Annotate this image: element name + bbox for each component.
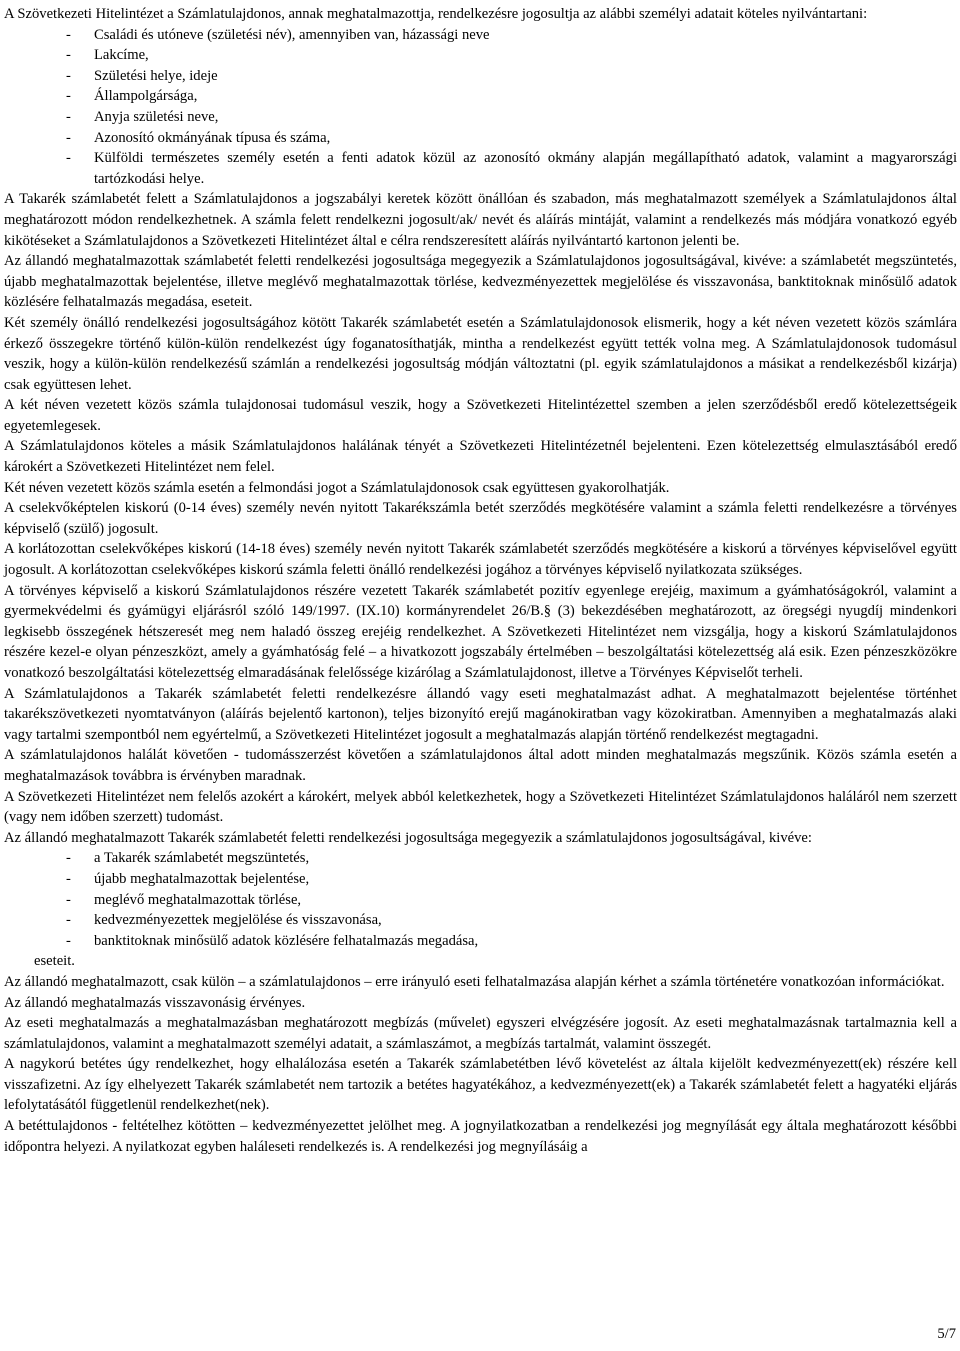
list-item-text: Anyja születési neve, [94, 108, 219, 125]
list-item-text: meglévő meghatalmazottak törlése, [94, 891, 302, 908]
body-paragraph: A Takarék számlabetét felett a Számlatulajdonos a jogszabályi keretek között önállóan és szabadon, más meghatalmazott személyek a Számlatulajdonos által meghatározott módon rendelkezhetnek. A számla felett rendelkezni jogosult/ak/ nevét és aláírás mintáját, valamint a rendelkezés más módjára vonatkozó egyéb kikötéseket a Számlatulajdonos a Szövetkezeti Hitelintézet által e célra rendszeresített aláírás nyilvántartó kartonon jelenti be. [4, 191, 957, 249]
exception-item [4, 910, 957, 931]
list-dash: - [66, 850, 71, 867]
body-paragraph: Az állandó meghatalmazott Takarék számlabetét feletti rendelkezési jogosultsága megegyezik a számlatulajdonos jogosultságával, kivéve: [4, 829, 812, 846]
list-dash: - [66, 88, 71, 105]
personal-data-item [4, 86, 957, 107]
body-paragraph: A betéttulajdonos - feltételhez kötötten – kedvezményezettet jelölhet meg. A jognyilatkozatban a rendelkezési jog megnyílását egy általa meghatározott későbbi időpontra helyezi. A nyilatkozat egyben haláleseti rendelkezés is. A rendelkezési jog megnyílásáig a [4, 1118, 957, 1155]
personal-data-item [4, 128, 957, 149]
body-paragraph: A törvényes képviselő a kiskorú Számlatulajdonos részére vezetett Takarék számlabetét pozitív egyenlege erejéig, maximum a gyámhatóságokról, valamint a gyermekvédelmi és gyámügyi eljárásról szóló 149/1997. (IX.10) kormányrendelet 26/B.§ (3) bekezdésében meghatározott, az öregségi nyugdíj mindenkori legkisebb összegének hétszeresét meg nem haladó összeg erejéig rendelkezhet. A Szövetkezeti Hitelintézet nem vizsgálja, hogy a kiskorú Számlatulajdonos részére kezel-e olyan pénzeszközt, amely a gyámhatóság felé – a hivatkozott jogszabály értelmében – beszolgáltatási kötelezettség alá esik. Ezen pénzeszközökre vonatkozó beszolgáltatási kötelezettség elmaradásának felelőssége kizárólag a Számlatulajdonost, illetve a Törvényes Képviselőt terheli. [4, 582, 957, 681]
body-paragraph: A Szövetkezeti Hitelintézet nem felelős azokért a károkért, melyek abból keletkezhetek, hogy a Szövetkezeti Hitelintézet Számlatulajdonos haláláról nem szerzett (vagy nem időben szerzett) tudomást. [4, 788, 957, 826]
list-item-text: Állampolgársága, [94, 88, 198, 105]
exception-item [4, 869, 957, 890]
list-item-text: Születési helye, ideje [94, 67, 218, 84]
list-dash: - [66, 26, 71, 43]
body-paragraph: A két néven vezetett közös számla tulajdonosai tudomásul veszik, hogy a Szövetkezeti Hitelintézettel szemben a jelen szerződésből eredő kötelezettségeik egyetemlegesek. [4, 397, 957, 434]
body-paragraph: Két személy önálló rendelkezési jogosultságához kötött Takarék számlabetét esetén a Számlatulajdonosok elismerik, hogy a két néven vezetett közös számlára érkező összegekre történő külön-külön rendelkezést úgy foganatosíthatják, mintha a rendelkezést együtt tették volna meg. A Számlatulajdonosok tudomásul veszik, hogy a külön-külön rendelkezésű számlán a rendelkezési jogosultság módján változtatni (pl. egyik számlatulajdonos a másikat a rendelkezésből kizárja) csak együttesen lehet. [4, 314, 957, 393]
body-paragraph: A cselekvőképtelen kiskorú (0-14 éves) személy nevén nyitott Takarékszámla betét szerződés megkötésére valamint a számla feletti rendelkezésre a törvényes képviselő (szülő) jogosult. [4, 500, 957, 537]
list-dash: - [66, 129, 71, 146]
list-dash: - [66, 912, 71, 929]
list-item-text: kedvezményezettek megjelölése és visszavonása, [94, 912, 382, 929]
list-dash: - [66, 47, 71, 64]
list-item-text: Lakcíme, [94, 47, 149, 64]
list-dash: - [66, 150, 71, 167]
list-dash: - [66, 932, 71, 949]
list-item-text: a Takarék számlabetét megszüntetés, [94, 850, 310, 867]
intro-paragraph: A Szövetkezeti Hitelintézet a Számlatulajdonos, annak meghatalmazottja, rendelkezésre jogosultja az alábbi személyi adatait köteles nyilvántartani: [4, 6, 868, 22]
exception-item [4, 931, 957, 952]
list-item-text: Családi és utóneve (születési név), amennyiben van, házassági neve [94, 26, 490, 43]
list-dash: - [66, 108, 71, 125]
list-dash: - [66, 891, 71, 908]
personal-data-item [4, 66, 957, 87]
body-paragraph: A korlátozottan cselekvőképes kiskorú (14-18 éves) személy nevén nyitott Takarék számlabetét szerződés megkötésére a kiskorú a törvényes képviselővel együtt jogosult. A korlátozottan cselekvőképes kiskorú számla feletti önálló rendelkezési jogához a törvényes képviselő nyilatkozata szükséges. [4, 541, 957, 579]
exception-closing: eseteit. [34, 953, 75, 970]
list-dash: - [66, 67, 71, 84]
list-dash: - [66, 870, 71, 887]
exception-item [4, 848, 957, 869]
body-paragraph: Az állandó meghatalmazott, csak külön – a számlatulajdonos – erre irányuló eseti felhatalmazása alapján kérhet a számla történetére vonatkozóan információkat. [4, 973, 945, 990]
personal-data-list [4, 25, 957, 190]
personal-data-item [4, 148, 957, 189]
body-paragraph: A Számlatulajdonos köteles a másik Számlatulajdonos halálának tényét a Szövetkezeti Hitelintézetnél bejelenteni. Ezen kötelezettség elmulasztásából eredő károkért a Szövetkezeti Hitelintézet nem felel. [4, 438, 957, 476]
body-paragraph: A nagykorú betétes úgy rendelkezhet, hogy elhalálozása esetén a Takarék számlabetétben lévő követelést az általa kijelölt kedvezményezett(ek) részére kell visszafizetni. Az így elhelyezett Takarék számlabetét nem tartozik a betétes hagyatékához, a kedvezményezett(ek) a Takarék számlabetét felett a hagyatéki eljárás lefolytatásától függetlenül rendelkezhet(nek). [4, 1056, 957, 1114]
document-page [4, 4, 957, 1157]
body-paragraph: A Számlatulajdonos a Takarék számlabetét feletti rendelkezésre állandó vagy eseti meghatalmazást adhat. A meghatalmazott bejelentése történhet takarékszövetkezeti nyomtatványon (aláírás bejelentő kartonon), teljes bizonyító erejű magánokiratban vagy közokiratban. Amennyiben a meghatalmazás alaki vagy tartalmi szempontból nem egyértelmű, a Szövetkezeti Hitelintézet jogosult a meghatalmazás alapján történő rendelkezést megtagadni. [4, 685, 957, 743]
body-paragraph: Az állandó meghatalmazottak számlabetét feletti rendelkezési jogosultsága megegyezik a Számlatulajdonos jogosultságával, kivéve: a számlabetét megszüntetés, újabb meghatalmazottak bejelentése, illetve meglévő meghatalmazottak törlése, kedvezményezettek megjelölése és visszavonása, banktitoknak minősülő adatok közlésére felhatalmazás megadása, eseteit. [4, 253, 957, 311]
paragraph-group-1 [4, 189, 957, 848]
body-paragraph: Az eseti meghatalmazás a meghatalmazásban meghatározott megbízás (művelet) egyszeri elvégzésére jogosít. Az eseti meghatalmazásnak tartalmaznia kell a számlatulajdonos, valamint a meghatalmazott személyi adatait, a számlaszámot, a megbízás tartalmát, valamint összegét. [4, 1015, 957, 1052]
list-item-text: újabb meghatalmazottak bejelentése, [94, 870, 310, 887]
body-paragraph: A számlatulajdonos halálát követően - tudomásszerzést követően a számlatulajdonos által adott minden meghatalmazás megszűnik. Közös számla esetén a meghatalmazások továbbra is érvényben maradnak. [4, 747, 957, 784]
list-item-text: Külföldi természetes személy esetén a fenti adatok közül az azonosító okmány alapján megállapítható adatok, valamint a magyarországi tartózkodási helye. [94, 150, 957, 187]
exception-list [4, 848, 957, 951]
body-paragraph: Két néven vezetett közös számla esetén a felmondási jogot a Számlatulajdonosok csak együttesen gyakorolhatják. [4, 479, 670, 496]
exception-item [4, 890, 957, 911]
list-item-text: banktitoknak minősülő adatok közlésére felhatalmazás megadása, [94, 932, 479, 949]
personal-data-item [4, 45, 957, 66]
personal-data-item [4, 25, 957, 46]
body-paragraph: Az állandó meghatalmazás visszavonásig érvényes. [4, 994, 306, 1011]
page-number: 5/7 [937, 1326, 956, 1342]
list-item-text: Azonosító okmányának típusa és száma, [94, 129, 331, 146]
paragraph-group-2 [4, 972, 957, 1157]
personal-data-item [4, 107, 957, 128]
